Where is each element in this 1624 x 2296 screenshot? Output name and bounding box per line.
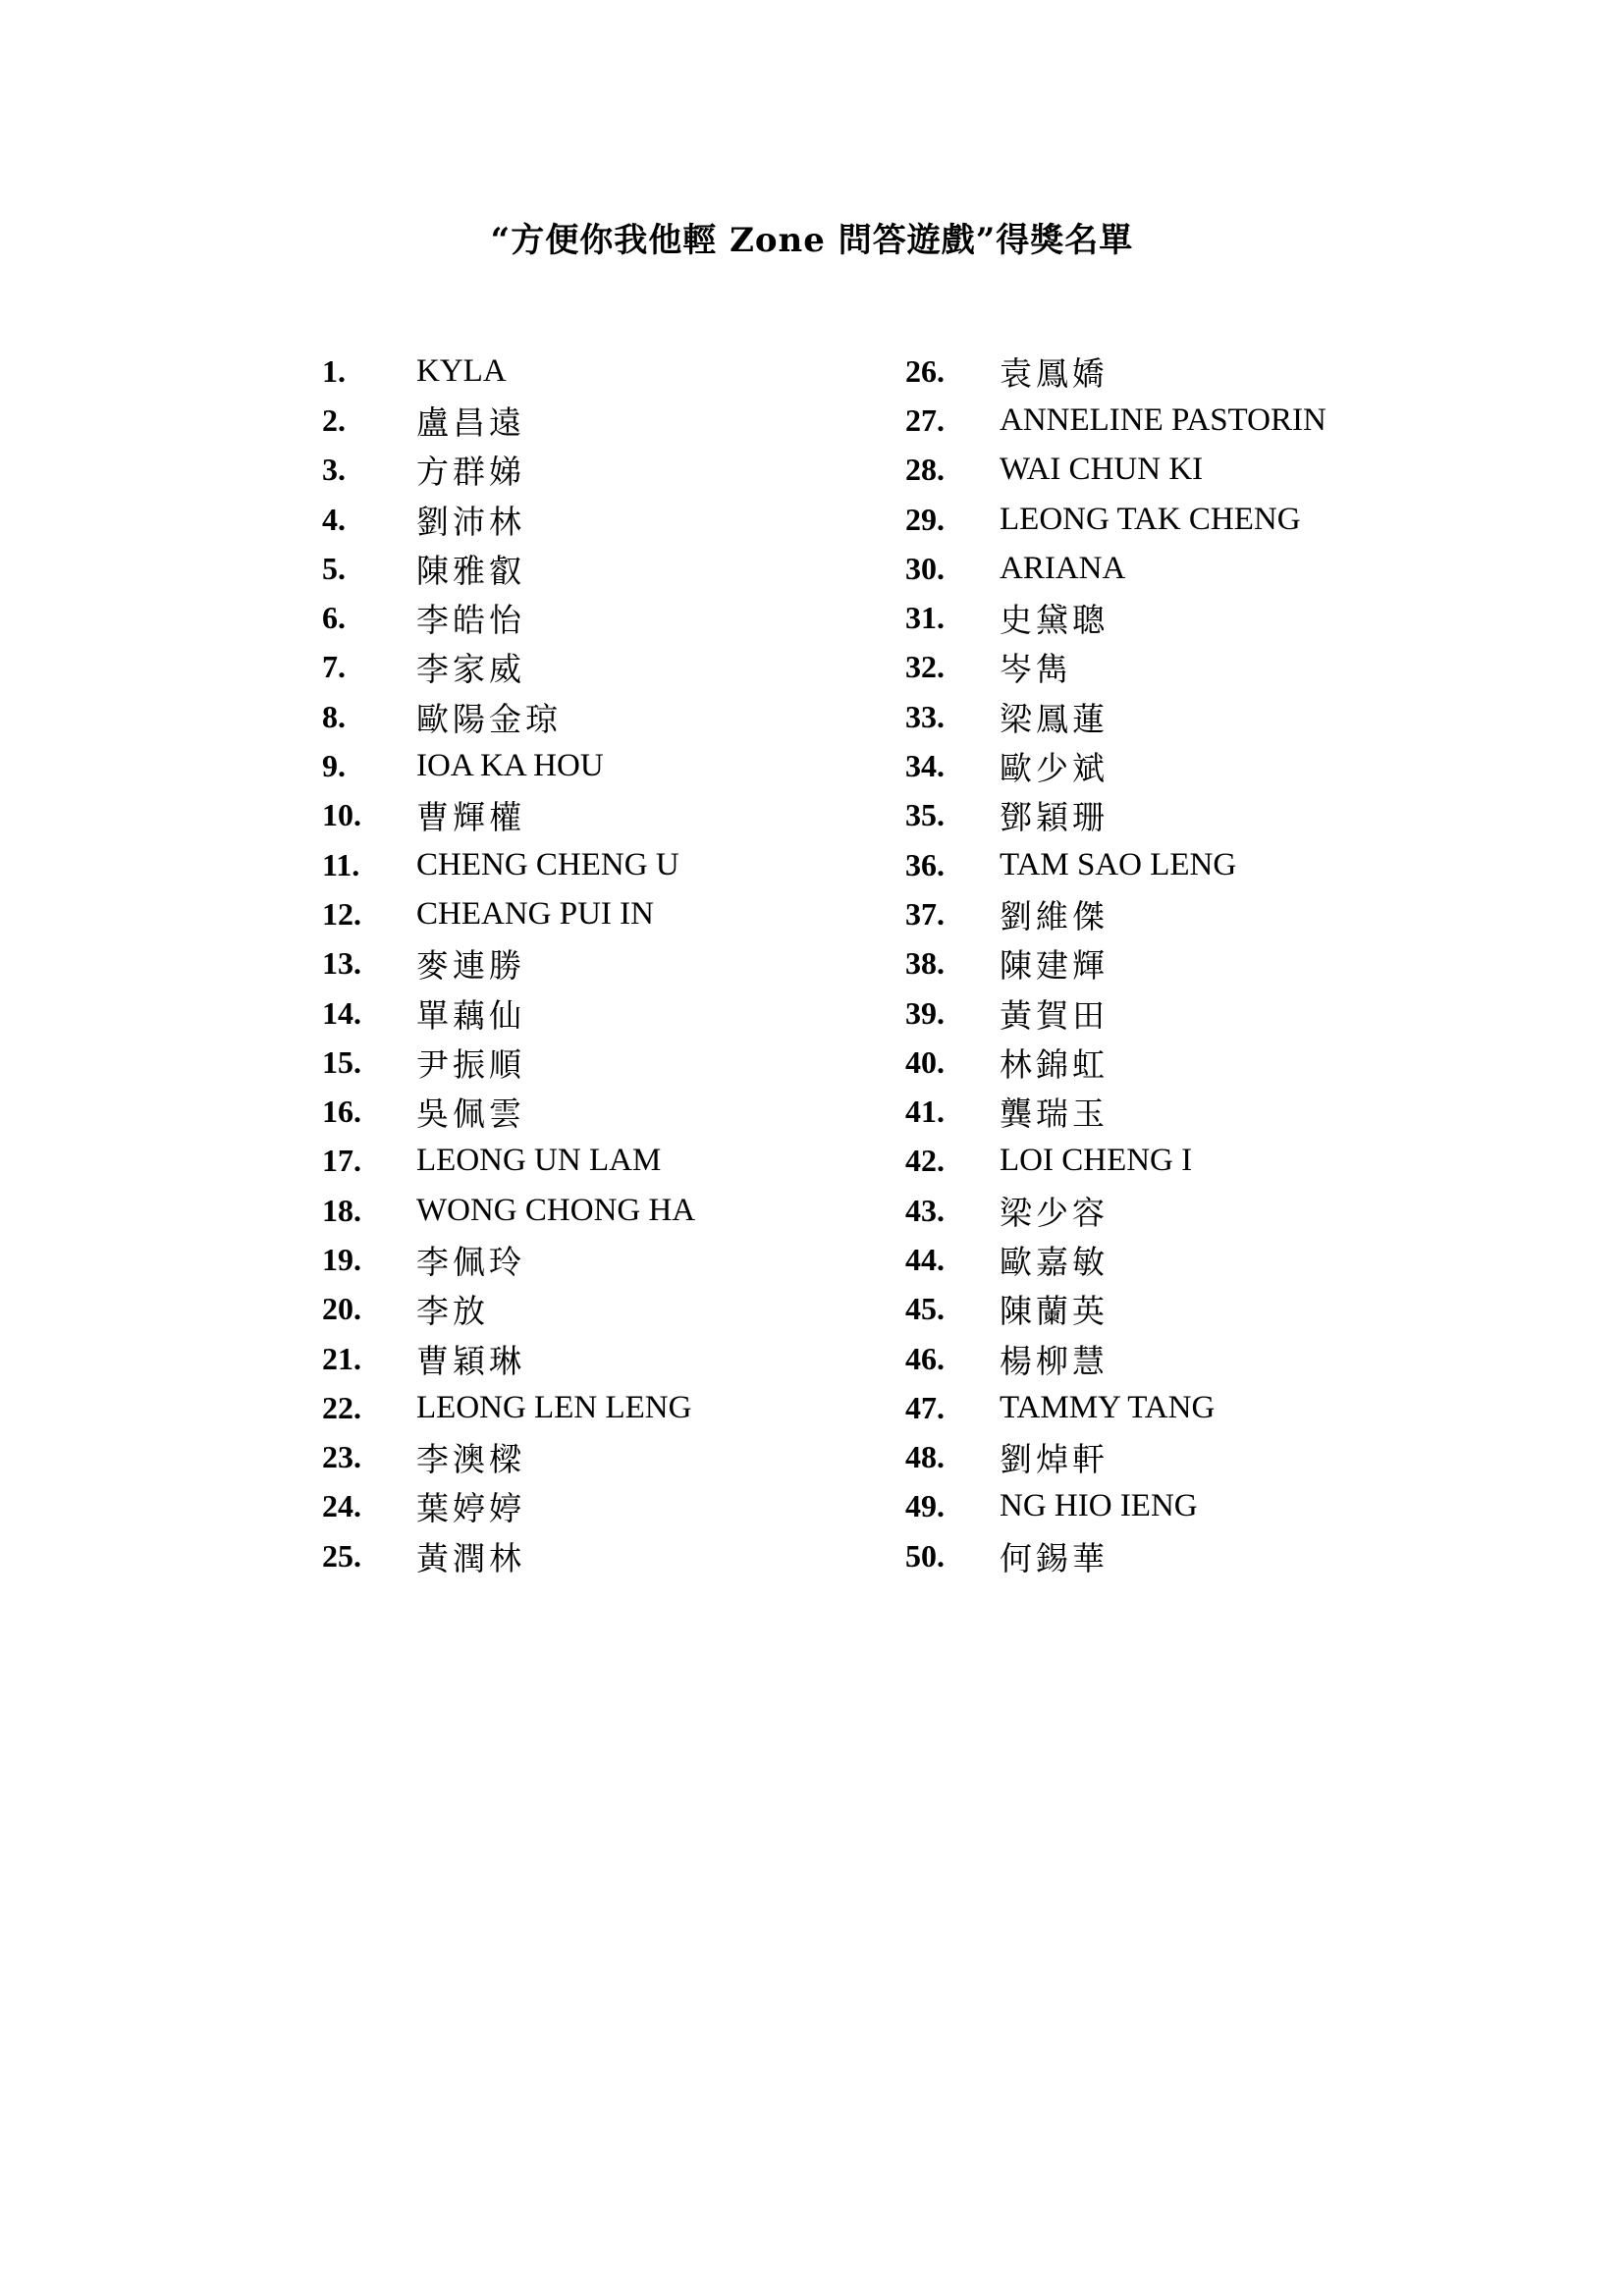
list-item xyxy=(322,544,931,593)
list-item xyxy=(322,889,931,938)
list-item-number: 48. xyxy=(905,1439,945,1475)
list-item xyxy=(905,347,1514,396)
list-item-number: 40. xyxy=(905,1043,945,1080)
list-item-number: 30. xyxy=(905,550,945,586)
list-item-name: 劉維傑 xyxy=(1000,896,1109,935)
list-item xyxy=(905,791,1514,840)
winners-list-right xyxy=(905,347,1514,1580)
list-item-number: 33. xyxy=(905,698,945,734)
list-item-name: 黃賀田 xyxy=(1000,995,1109,1035)
list-item xyxy=(322,446,931,495)
list-item xyxy=(905,988,1514,1038)
list-item xyxy=(905,741,1514,790)
list-item-number: 7. xyxy=(322,649,346,685)
list-item-number: 9. xyxy=(322,748,346,784)
list-item xyxy=(905,643,1514,692)
list-item-name: 劉沛林 xyxy=(416,502,525,541)
list-item-name: KYLA xyxy=(416,352,507,389)
list-item-name: 麥連勝 xyxy=(416,946,525,986)
list-item xyxy=(905,1137,1514,1186)
list-item xyxy=(322,1531,931,1580)
winners-list-left xyxy=(322,347,931,1580)
list-item-name: 陳建輝 xyxy=(1000,946,1109,986)
list-item-number: 32. xyxy=(905,649,945,685)
list-item xyxy=(905,1383,1514,1432)
list-item-number: 42. xyxy=(905,1143,945,1179)
list-item-name: 楊柳慧 xyxy=(1000,1341,1109,1380)
list-item-number: 1. xyxy=(322,352,346,389)
list-item-number: 21. xyxy=(322,1340,361,1376)
list-item-name: 鄧穎珊 xyxy=(1000,798,1109,837)
list-item-name: 歐嘉敏 xyxy=(1000,1242,1109,1281)
list-item-number: 26. xyxy=(905,352,945,389)
list-item-number: 14. xyxy=(322,994,361,1031)
list-item-name: LEONG UN LAM xyxy=(416,1143,662,1179)
list-item-name: 曹穎琳 xyxy=(416,1341,525,1380)
list-item-name: 劉焯軒 xyxy=(1000,1440,1109,1479)
list-item-number: 17. xyxy=(322,1143,361,1179)
list-item-name: ARIANA xyxy=(1000,550,1126,586)
list-item-number: 47. xyxy=(905,1389,945,1425)
list-item-number: 4. xyxy=(322,501,346,537)
list-item-name: CHEANG PUI IN xyxy=(416,895,654,932)
list-item-name: 李家威 xyxy=(416,650,525,689)
list-item xyxy=(905,446,1514,495)
list-item-number: 3. xyxy=(322,452,346,488)
list-item xyxy=(905,1334,1514,1383)
list-item-name: 袁鳳嬌 xyxy=(1000,353,1109,393)
list-item xyxy=(905,1285,1514,1334)
list-item-name: 陳雅叡 xyxy=(416,551,525,590)
list-item-name: LOI CHENG I xyxy=(1000,1143,1193,1179)
list-item xyxy=(322,593,931,642)
list-item xyxy=(322,643,931,692)
list-item-name: WONG CHONG HA xyxy=(416,1192,696,1228)
list-item-number: 27. xyxy=(905,401,945,438)
list-item xyxy=(322,1235,931,1284)
list-item xyxy=(322,1383,931,1432)
list-item-name: 林錦虹 xyxy=(1000,1044,1109,1084)
list-item xyxy=(905,889,1514,938)
list-item xyxy=(905,692,1514,741)
list-item-number: 18. xyxy=(322,1192,361,1228)
list-item-number: 16. xyxy=(322,1094,361,1130)
list-item-name: LEONG TAK CHENG xyxy=(1000,501,1301,537)
list-item-name: ANNELINE PASTORIN xyxy=(1000,401,1326,438)
list-item-number: 8. xyxy=(322,698,346,734)
list-item-name: 何錫華 xyxy=(1000,1538,1109,1577)
list-item-name: TAMMY TANG xyxy=(1000,1389,1216,1425)
list-item-name: 梁鳳蓮 xyxy=(1000,699,1109,738)
list-item xyxy=(322,791,931,840)
list-item xyxy=(905,1235,1514,1284)
list-item-name: 歐少斌 xyxy=(1000,749,1109,788)
list-item xyxy=(905,1482,1514,1531)
list-item-name: 單藕仙 xyxy=(416,995,525,1035)
list-item-number: 31. xyxy=(905,600,945,636)
list-item xyxy=(322,1285,931,1334)
list-item xyxy=(905,1186,1514,1235)
list-item-number: 10. xyxy=(322,797,361,833)
list-item-number: 37. xyxy=(905,895,945,932)
list-item xyxy=(905,1087,1514,1136)
list-item xyxy=(322,495,931,544)
list-item-name: 岑雋 xyxy=(1000,650,1072,689)
list-item xyxy=(322,1433,931,1482)
list-item-name: 李皓怡 xyxy=(416,601,525,640)
list-item xyxy=(322,1482,931,1531)
page-title: “方便你我他輕 Zone 問答遊戲”得獎名單 xyxy=(490,221,1134,260)
list-item-name: 葉婷婷 xyxy=(416,1489,525,1528)
list-item-name: CHENG CHENG U xyxy=(416,846,679,882)
list-item-number: 24. xyxy=(322,1488,361,1524)
list-item-name: NG HIO IENG xyxy=(1000,1488,1198,1524)
list-item-number: 11. xyxy=(322,846,360,882)
list-item-name: 李佩玲 xyxy=(416,1242,525,1281)
list-item-number: 44. xyxy=(905,1241,945,1277)
list-item-number: 36. xyxy=(905,846,945,882)
list-item-number: 22. xyxy=(322,1389,361,1425)
list-item-number: 35. xyxy=(905,797,945,833)
list-item-name: 尹振順 xyxy=(416,1044,525,1084)
list-item xyxy=(905,939,1514,988)
list-item xyxy=(322,1087,931,1136)
list-item xyxy=(905,544,1514,593)
list-item-name: 龔瑞玉 xyxy=(1000,1095,1109,1134)
list-item-number: 23. xyxy=(322,1439,361,1475)
list-item-name: 梁少容 xyxy=(1000,1193,1109,1232)
list-item xyxy=(322,988,931,1038)
list-item xyxy=(905,1038,1514,1087)
list-item xyxy=(905,1433,1514,1482)
list-item-number: 2. xyxy=(322,401,346,438)
list-item-number: 34. xyxy=(905,748,945,784)
list-item xyxy=(905,396,1514,445)
list-item-name: 吳佩雲 xyxy=(416,1095,525,1134)
list-item-number: 19. xyxy=(322,1241,361,1277)
list-item xyxy=(322,1186,931,1235)
list-item-number: 28. xyxy=(905,452,945,488)
list-item-number: 49. xyxy=(905,1488,945,1524)
list-item-number: 13. xyxy=(322,945,361,982)
list-item-name: 黃潤林 xyxy=(416,1538,525,1577)
list-item-name: 李放 xyxy=(416,1292,489,1331)
list-item xyxy=(322,741,931,790)
list-item-number: 45. xyxy=(905,1291,945,1327)
list-item-number: 20. xyxy=(322,1291,361,1327)
list-item-number: 5. xyxy=(322,550,346,586)
list-item xyxy=(905,1531,1514,1580)
list-item-number: 41. xyxy=(905,1094,945,1130)
list-item-number: 39. xyxy=(905,994,945,1031)
list-item-name: 歐陽金琼 xyxy=(416,699,562,738)
list-item-name: 李澳樑 xyxy=(416,1440,525,1479)
list-item xyxy=(322,347,931,396)
list-item-number: 12. xyxy=(322,895,361,932)
list-item-name: 盧昌遠 xyxy=(416,402,525,442)
list-item-name: 陳蘭英 xyxy=(1000,1292,1109,1331)
list-item-name: LEONG LEN LENG xyxy=(416,1389,692,1425)
list-item-number: 25. xyxy=(322,1537,361,1574)
list-item xyxy=(322,840,931,889)
list-item xyxy=(905,840,1514,889)
list-item-number: 50. xyxy=(905,1537,945,1574)
list-item-name: 史黛聰 xyxy=(1000,601,1109,640)
list-item xyxy=(905,593,1514,642)
list-item xyxy=(322,1038,931,1087)
list-item xyxy=(322,692,931,741)
list-item-number: 38. xyxy=(905,945,945,982)
list-item-name: TAM SAO LENG xyxy=(1000,846,1237,882)
list-item-number: 6. xyxy=(322,600,346,636)
list-item-number: 43. xyxy=(905,1192,945,1228)
list-item xyxy=(322,939,931,988)
list-item-number: 15. xyxy=(322,1043,361,1080)
list-item-name: 方群娣 xyxy=(416,453,525,492)
list-item-name: IOA KA HOU xyxy=(416,748,604,784)
list-item xyxy=(905,495,1514,544)
list-item-number: 46. xyxy=(905,1340,945,1376)
list-item-number: 29. xyxy=(905,501,945,537)
list-item-name: 曹輝權 xyxy=(416,798,525,837)
list-item xyxy=(322,1334,931,1383)
list-item-name: WAI CHUN KI xyxy=(1000,452,1204,488)
list-item xyxy=(322,396,931,445)
list-item xyxy=(322,1137,931,1186)
